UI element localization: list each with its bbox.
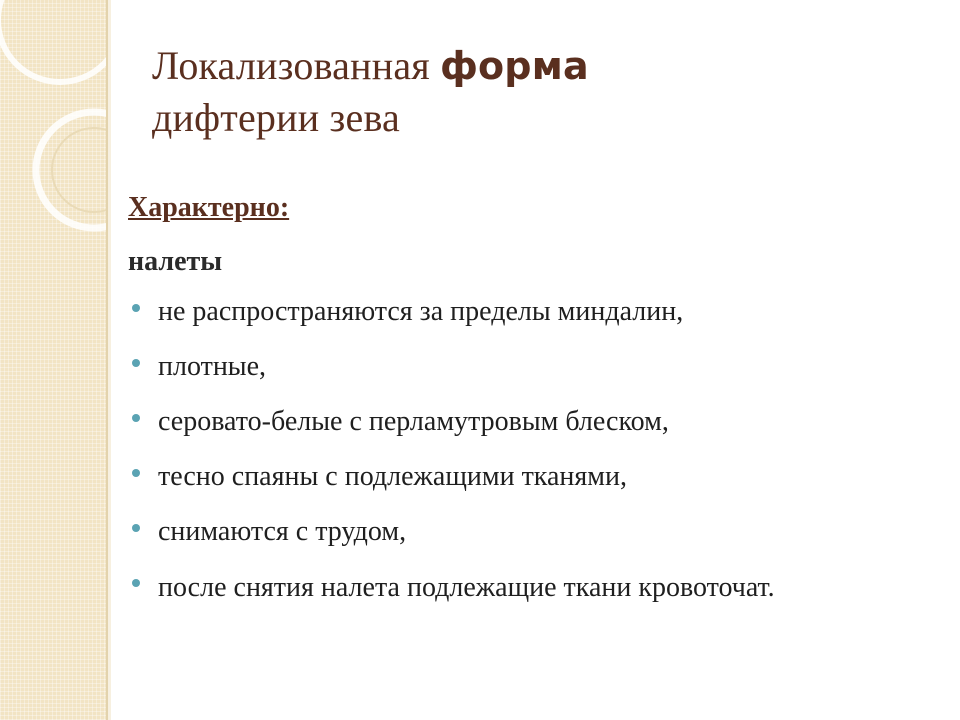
bullet-dot-icon bbox=[132, 414, 140, 422]
bullet-dot-icon bbox=[132, 304, 140, 312]
bullet-dot-icon bbox=[132, 359, 140, 367]
bullet-text: не распространяются за пределы миндалин, bbox=[158, 296, 684, 327]
bullet-text: серовато-белые с перламутровым блеском, bbox=[158, 406, 669, 437]
decorative-circles-icon bbox=[0, 0, 106, 260]
bullet-dot-icon bbox=[132, 524, 140, 532]
bullet-text: после снятия налета подлежащие ткани кровоточат. bbox=[158, 572, 775, 603]
section-subheading: налеты bbox=[128, 246, 223, 277]
bullet-text: плотные, bbox=[158, 351, 267, 382]
slide-body bbox=[128, 188, 928, 624]
bullet-item bbox=[128, 347, 928, 387]
bullet-text: тесно спаяны с подлежащими тканями, bbox=[158, 461, 627, 492]
bullet-dot-icon bbox=[132, 469, 140, 477]
title-text-line2: дифтерии зева bbox=[152, 95, 400, 140]
bullet-list bbox=[128, 292, 928, 609]
bullet-item bbox=[128, 292, 928, 332]
side-strip-highlight bbox=[108, 0, 111, 720]
bullet-dot-icon bbox=[132, 579, 140, 587]
bullet-text: снимаются с трудом, bbox=[158, 516, 407, 547]
bullet-item bbox=[128, 457, 928, 497]
bullet-item bbox=[128, 402, 928, 442]
bullet-item bbox=[128, 512, 928, 552]
title-text-bold: форма bbox=[440, 44, 589, 88]
decorative-side-strip bbox=[0, 0, 106, 720]
slide-title bbox=[152, 40, 912, 144]
title-text-regular: Локализованная bbox=[152, 43, 430, 88]
bullet-item bbox=[128, 567, 798, 609]
section-heading: Характерно: bbox=[128, 192, 290, 223]
